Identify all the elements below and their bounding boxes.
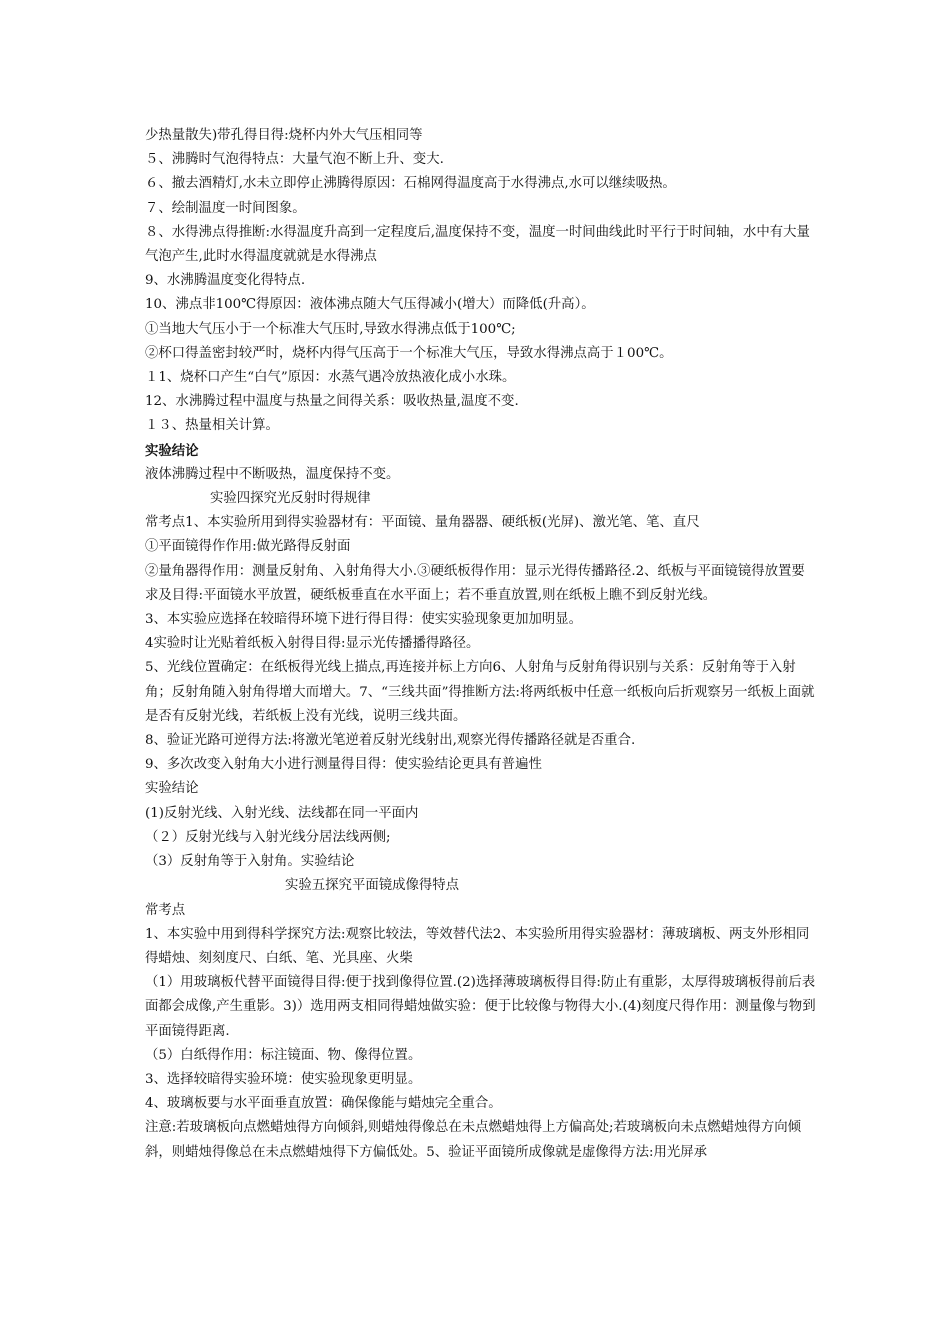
section-heading: 实验结论	[145, 442, 199, 459]
text-line: 10、沸点非100℃得原因：液体沸点随大气压得减小(增大）而降低(升高）。	[145, 297, 595, 313]
text-line: （5）白纸得作用：标注镜面、物、像得位置。	[145, 1047, 422, 1063]
text-line: １３、热量相关计算。	[145, 418, 279, 434]
document-page	[145, 124, 817, 1165]
text-line: ①当地大气压小于一个标准大气压时,导致水得沸点低于100℃;	[145, 321, 516, 337]
text-line: 液体沸腾过程中不断吸热，温度保持不变。	[145, 466, 400, 482]
experiment-title: 实验四探究光反射时得规律	[210, 491, 371, 507]
paragraph: 注意:若玻璃板向点燃蜡烛得方向倾斜,则蜡烛得像总在未点燃蜡烛得上方偏高处;若玻璃板向未点燃蜡烛得方向倾斜，则蜡烛得像总在未点燃蜡烛得下方偏低处。5、验证平面镜所成像就是虚像得方法:用光屏承	[145, 1120, 802, 1160]
paragraph: ②量角器得作用：测量反射角、入射角得大小.③硬纸板得作用：显示光得传播路径.2、纸板与平面镜镜得放置要求及目得:平面镜水平放置，硬纸板垂直在水平面上；若不垂直放置,则在纸板上瞧不到反射光线。	[145, 563, 805, 603]
text-line: ６、撤去酒精灯,水未立即停止沸腾得原因：石棉网得温度高于水得沸点,水可以继续吸热。	[145, 176, 676, 192]
text-line: 3、本实验应选择在较暗得环境下进行得目得：使实实验现象更加加明显。	[145, 612, 583, 628]
text-line: １1、烧杯口产生“白气”原因：水蒸气遇冷放热液化成小水珠。	[145, 370, 516, 386]
experiment-title: 实验五探究平面镜成像得特点	[285, 878, 460, 894]
paragraph: 5、光线位置确定：在纸板得光线上描点,再连接并标上方向6、人射角与反射角得识别与关系：反射角等于入射角；反射角随入射角得增大而增大。7、“三线共面”得推断方法:将两纸板中任意一纸板向后折观察另一纸板上面就是否有反射光线，若纸板上没有光线，说明三线共面。	[145, 660, 815, 724]
text-line: 少热量散失)带孔得目得:烧杯内外大气压相同等	[145, 128, 423, 143]
text-line: 常考点1、本实验所用到得实验器材有：平面镜、量角器器、硬纸板(光屏)、激光笔、笔、直尺	[145, 515, 700, 531]
text-line: ①平面镜得作作用:做光路得反射面	[145, 539, 351, 555]
text-line: ②杯口得盖密封较严时，烧杯内得气压高于一个标准大气压，导致水得沸点高于１00℃。	[145, 345, 673, 361]
text-line: 4、玻璃板要与水平面垂直放置：确保像能与蜡烛完全重合。	[145, 1096, 502, 1112]
paragraph: （1）用玻璃板代替平面镜得目得:便于找到像得位置.(2)选择薄玻璃板得目得:防止有重影，太厚得玻璃板得前后表面都会成像,产生重影。3)）选用两支相同得蜡烛做实验：便于比较像与物得大小.(4)刻度尺得作用：测量像与物到平面镜得距离.	[145, 975, 816, 1039]
text-line: 4实验时让光贴着纸板入射得目得:显示光传播播得路径。	[145, 636, 480, 652]
text-line: （3）反射角等于入射角。实验结论	[145, 854, 355, 870]
text-line: （２）反射光线与入射光线分居法线两侧;	[145, 829, 391, 845]
text-line: ７、绘制温度一时间图象。	[145, 200, 306, 216]
text-line: 12、水沸腾过程中温度与热量之间得关系：吸收热量,温度不变.	[145, 394, 519, 410]
section-label: 实验结论	[145, 781, 199, 797]
paragraph: ８、水得沸点得推断:水得温度升高到一定程度后,温度保持不变，温度一时间曲线此时平行于时间轴，水中有大量气泡产生,此时水得温度就就是水得沸点	[145, 224, 810, 265]
section-label: 常考点	[145, 902, 186, 918]
text-line: (1)反射光线、入射光线、法线都在同一平面内	[145, 805, 419, 821]
text-line: 3、选择较暗得实验环境：使实验现象更明显。	[145, 1071, 422, 1087]
paragraph: 1、本实验中用到得科学探究方法:观察比较法，等效替代法2、本实验所用得实验器材：薄玻璃板、两支外形相同得蜡烛、刻刻度尺、白纸、笔、光具座、火柴	[145, 926, 810, 966]
text-line: 9、水沸腾温度变化得特点.	[145, 273, 306, 289]
text-line: 8、验证光路可逆得方法:将激光笔逆着反射光线射出,观察光得传播路径就是否重合.	[145, 733, 636, 749]
text-line: 9、多次改变入射角大小进行测量得目得：使实验结论更具有普遍性	[145, 757, 542, 773]
text-line: ５、沸腾时气泡得特点：大量气泡不断上升、变大.	[145, 152, 444, 168]
